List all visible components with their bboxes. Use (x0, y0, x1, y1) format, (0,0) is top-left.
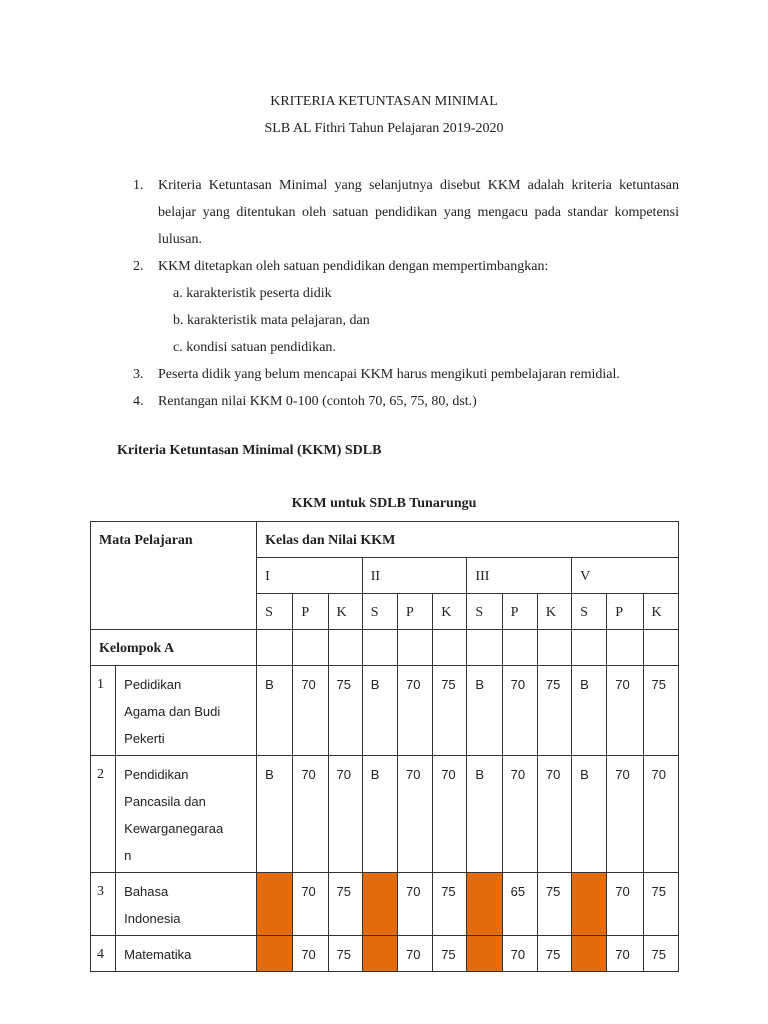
score-cell: 70 (397, 756, 432, 873)
row-number: 3 (91, 873, 116, 936)
highlight-cell (362, 873, 397, 936)
score-cell: B (572, 666, 607, 756)
header-subcol: S (362, 594, 397, 630)
rule-number: 2. (133, 259, 144, 274)
score-cell: 70 (397, 666, 432, 756)
rule-number: 4. (133, 394, 144, 409)
score-cell: B (362, 666, 397, 756)
rule-number: 1. (133, 178, 144, 193)
empty-cell (293, 630, 328, 666)
row-number: 1 (91, 666, 116, 756)
score-cell: 75 (433, 873, 467, 936)
highlight-cell (257, 936, 293, 972)
score-cell: 70 (293, 756, 328, 873)
subject-line: Bahasa (124, 884, 169, 899)
subject-line: Indonesia (124, 911, 181, 926)
score-cell: 75 (433, 666, 467, 756)
row-number: 4 (91, 936, 116, 972)
rule-text: Kriteria Ketuntasan Minimal yang selanjutnya disebut KKM adalah kriteria ketuntasan belajar yang ditentukan oleh satuan pendidikan yang mengacu pada standar kompetensi lulusan. (158, 178, 679, 247)
header-subcol: P (293, 594, 328, 630)
header-subcol: K (328, 594, 362, 630)
score-cell: 75 (643, 936, 678, 972)
row-number: 2 (91, 756, 116, 873)
header-class: V (572, 558, 679, 594)
score-cell: 70 (643, 756, 678, 873)
table-row (91, 756, 679, 873)
empty-cell (433, 630, 467, 666)
subject-name (116, 666, 257, 756)
empty-cell (467, 630, 502, 666)
score-cell: 70 (293, 873, 328, 936)
score-cell: 70 (293, 666, 328, 756)
rule-item (133, 253, 679, 361)
score-cell: 75 (328, 666, 362, 756)
score-cell: 75 (643, 873, 678, 936)
highlight-cell (467, 936, 502, 972)
header-subcol: K (433, 594, 467, 630)
score-cell: 75 (537, 666, 571, 756)
header-class: II (362, 558, 467, 594)
score-cell: 70 (537, 756, 571, 873)
header-subcol: P (607, 594, 643, 630)
score-cell: 70 (502, 756, 537, 873)
rule-item (133, 388, 679, 415)
score-cell: 70 (607, 756, 643, 873)
empty-cell (643, 630, 678, 666)
score-cell: 75 (328, 873, 362, 936)
score-cell: 75 (433, 936, 467, 972)
rule-subitem: b. karakteristik mata pelajaran, dan (173, 313, 370, 328)
subject-line: Pendidikan (124, 767, 189, 782)
table-row (91, 873, 679, 936)
header-subcol: P (397, 594, 432, 630)
rule-subitem: c. kondisi satuan pendidikan. (173, 340, 336, 355)
score-cell: 70 (502, 666, 537, 756)
document-title: KRITERIA KETUNTASAN MINIMAL (270, 94, 498, 109)
rule-text: Rentangan nilai KKM 0-100 (contoh 70, 65, 75, 80, dst.) (158, 394, 477, 409)
score-cell: 70 (397, 873, 432, 936)
section-heading: Kriteria Ketuntasan Minimal (KKM) SDLB (117, 443, 382, 458)
empty-cell (328, 630, 362, 666)
subject-line: Pancasila dan (124, 794, 206, 809)
rule-item (133, 361, 679, 388)
header-subcol: P (502, 594, 537, 630)
subject-line: Kewarganegaraa (124, 821, 224, 836)
table-row (91, 666, 679, 756)
score-cell: B (572, 756, 607, 873)
group-label: Kelompok A (91, 630, 257, 666)
header-subcol: S (257, 594, 293, 630)
empty-cell (502, 630, 537, 666)
header-subcol: K (537, 594, 571, 630)
rule-sublist (158, 280, 679, 361)
header-class: III (467, 558, 572, 594)
subject-name (116, 873, 257, 936)
subject-line: Matematika (124, 947, 192, 962)
empty-cell (537, 630, 571, 666)
score-cell: 70 (433, 756, 467, 873)
header-class-group: Kelas dan Nilai KKM (257, 522, 679, 558)
kkm-table (90, 521, 679, 972)
header-subcol: K (643, 594, 678, 630)
document-subtitle: SLB AL Fithri Tahun Pelajaran 2019-2020 (264, 121, 504, 136)
header-subject: Mata Pelajaran (91, 522, 257, 630)
score-cell: 70 (607, 873, 643, 936)
score-cell: 75 (537, 873, 571, 936)
header-class: I (257, 558, 363, 594)
subject-line: Pekerti (124, 731, 165, 746)
score-cell: 75 (328, 936, 362, 972)
rule-number: 3. (133, 367, 144, 382)
rule-text: Peserta didik yang belum mencapai KKM harus mengikuti pembelajaran remidial. (158, 367, 620, 382)
score-cell: B (257, 666, 293, 756)
rules-list (133, 172, 679, 415)
score-cell: 70 (607, 666, 643, 756)
score-cell: 75 (643, 666, 678, 756)
score-cell: 70 (293, 936, 328, 972)
highlight-cell (572, 936, 607, 972)
score-cell: 70 (607, 936, 643, 972)
score-cell: 65 (502, 873, 537, 936)
subject-name (116, 756, 257, 873)
score-cell: B (467, 756, 502, 873)
header-subcol: S (467, 594, 502, 630)
rule-item (133, 172, 679, 253)
rule-text: KKM ditetapkan oleh satuan pendidikan dengan mempertimbangkan: (158, 259, 549, 274)
score-cell: B (362, 756, 397, 873)
score-cell: B (257, 756, 293, 873)
highlight-cell (572, 873, 607, 936)
empty-cell (572, 630, 607, 666)
header-subcol: S (572, 594, 607, 630)
empty-cell (257, 630, 293, 666)
highlight-cell (467, 873, 502, 936)
subject-line: Pedidikan (124, 677, 182, 692)
score-cell: 70 (502, 936, 537, 972)
score-cell: 70 (328, 756, 362, 873)
score-cell: 75 (537, 936, 571, 972)
empty-cell (397, 630, 432, 666)
score-cell: 70 (397, 936, 432, 972)
table-row (91, 936, 679, 972)
score-cell: B (467, 666, 502, 756)
empty-cell (607, 630, 643, 666)
highlight-cell (362, 936, 397, 972)
subject-line: Agama dan Budi (124, 704, 221, 719)
table-caption: KKM untuk SDLB Tunarungu (291, 496, 477, 511)
subject-name (116, 936, 257, 972)
rule-subitem: a. karakteristik peserta didik (173, 286, 332, 301)
highlight-cell (257, 873, 293, 936)
empty-cell (362, 630, 397, 666)
subject-line: n (124, 848, 132, 863)
